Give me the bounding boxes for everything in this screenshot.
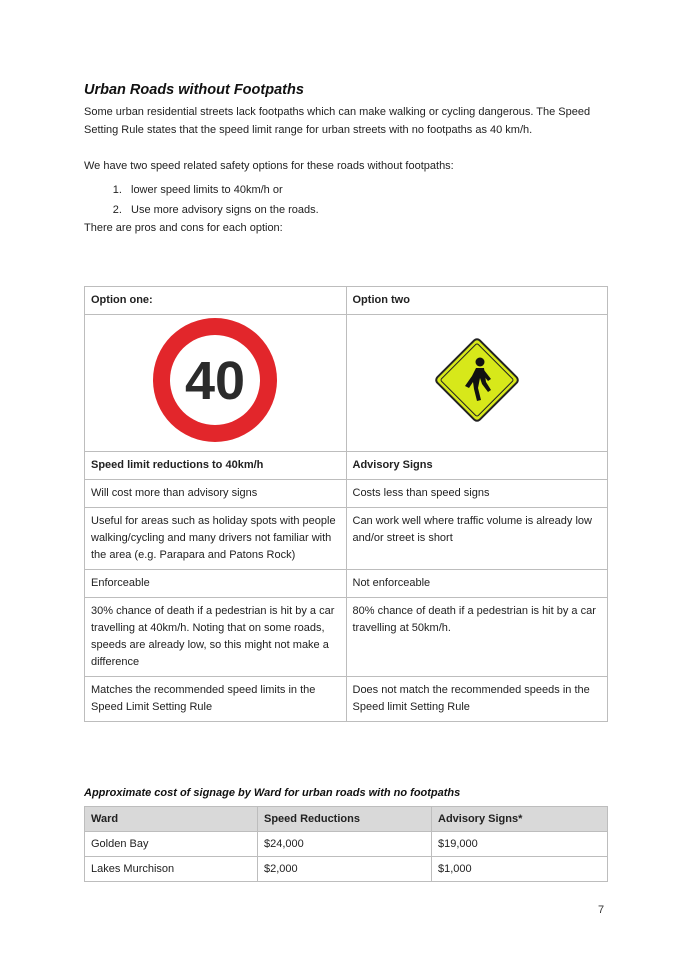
table-cell: $1,000 bbox=[432, 857, 608, 882]
options-comparison-table bbox=[84, 286, 608, 722]
options-intro: We have two speed related safety options for these roads without footpaths: bbox=[84, 160, 454, 172]
table-row bbox=[85, 677, 608, 722]
section-heading: Urban Roads without Footpaths bbox=[84, 82, 304, 98]
column-header-ward: Ward bbox=[85, 807, 258, 832]
table-header-cell: Option one: bbox=[85, 287, 347, 315]
options-list bbox=[84, 180, 608, 220]
table-row bbox=[85, 480, 608, 508]
table-cell: 80% chance of death if a pedestrian is hit by a car travelling at 50km/h. bbox=[346, 598, 608, 677]
table-cell: Costs less than speed signs bbox=[346, 480, 608, 508]
page-number: 7 bbox=[598, 904, 605, 916]
table-row bbox=[85, 452, 608, 480]
table-cell: Will cost more than advisory signs bbox=[85, 480, 347, 508]
table-row bbox=[85, 315, 608, 452]
column-header-advisory-signs: Advisory Signs* bbox=[432, 807, 608, 832]
table-cell: Enforceable bbox=[85, 570, 347, 598]
table-cell: $2,000 bbox=[258, 857, 432, 882]
table-cell: Not enforceable bbox=[346, 570, 608, 598]
option-two-title: Advisory Signs bbox=[346, 452, 608, 480]
cost-table-caption: Approximate cost of signage by Ward for urban roads with no footpaths bbox=[84, 787, 461, 799]
table-row bbox=[85, 832, 608, 857]
list-item: 1. lower speed limits to 40km/h or bbox=[125, 180, 608, 200]
table-cell: Can work well where traffic volume is already low and/or street is short bbox=[346, 508, 608, 570]
table-row bbox=[85, 287, 608, 315]
table-cell: Lakes Murchison bbox=[85, 857, 258, 882]
table-row bbox=[85, 570, 608, 598]
column-header-speed-reductions: Speed Reductions bbox=[258, 807, 432, 832]
speed-sign-cell bbox=[85, 315, 347, 452]
table-row bbox=[85, 508, 608, 570]
list-item: 2. Use more advisory signs on the roads. bbox=[125, 200, 608, 220]
advisory-sign-cell bbox=[346, 315, 608, 452]
table-cell: Matches the recommended speed limits in the Speed Limit Setting Rule bbox=[85, 677, 347, 722]
pros-cons-intro: There are pros and cons for each option: bbox=[84, 221, 283, 234]
table-cell: Golden Bay bbox=[85, 832, 258, 857]
table-header-cell: Option two bbox=[346, 287, 608, 315]
speed-limit-value: 40 bbox=[185, 351, 246, 411]
pedestrian-warning-sign-icon bbox=[429, 332, 525, 428]
page-content bbox=[84, 82, 608, 237]
table-row bbox=[85, 857, 608, 882]
table-cell: $19,000 bbox=[432, 832, 608, 857]
table-header-row bbox=[85, 807, 608, 832]
speed-limit-sign-icon bbox=[150, 315, 280, 445]
intro-paragraph: Some urban residential streets lack footpaths which can make walking or cycling dangerous. The Speed Setting Rule states that the speed limit range for urban streets with no footpaths as 40 km/h. bbox=[84, 106, 591, 136]
option-one-title: Speed limit reductions to 40km/h bbox=[85, 452, 347, 480]
table-cell: Does not match the recommended speeds in the Speed limit Setting Rule bbox=[346, 677, 608, 722]
cost-table bbox=[84, 806, 608, 882]
table-cell: $24,000 bbox=[258, 832, 432, 857]
table-cell: 30% chance of death if a pedestrian is hit by a car travelling at 40km/h. Noting that on some roads, speeds are already low, so this might not make a difference bbox=[85, 598, 347, 677]
table-cell: Useful for areas such as holiday spots with people walking/cycling and many drivers not familiar with the area (e.g. Parapara and Patons Rock) bbox=[85, 508, 347, 570]
table-row bbox=[85, 598, 608, 677]
